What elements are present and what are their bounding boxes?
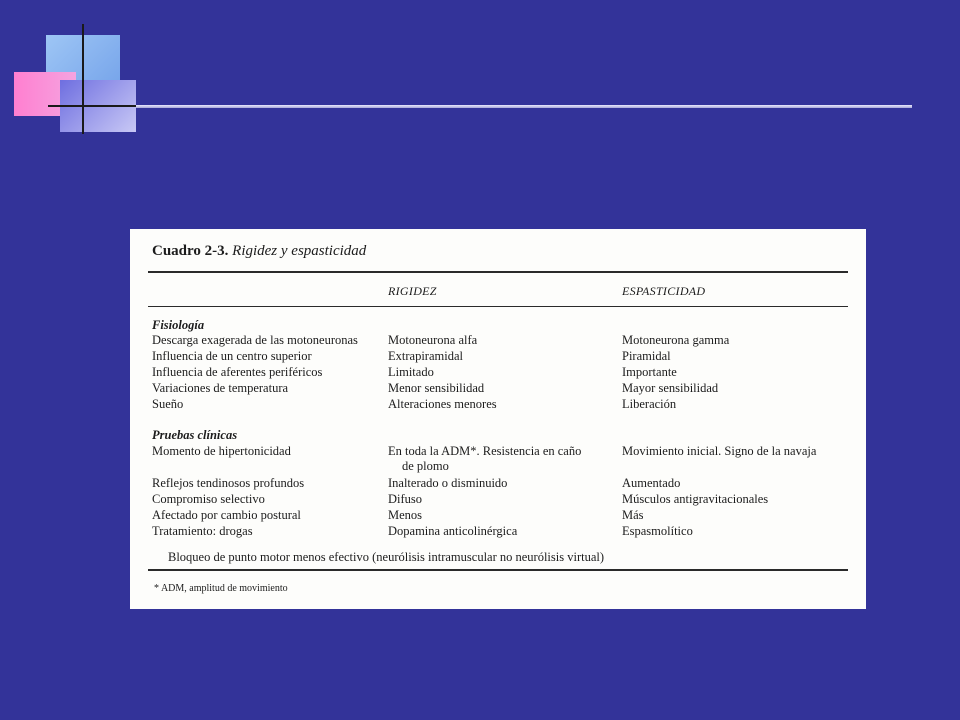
row-rigidez: Dopamina anticolinérgica: [388, 524, 518, 538]
column-header-rigidez: RIGIDEZ: [388, 284, 437, 298]
row-espasticidad: Más: [622, 508, 644, 522]
scanned-table: [130, 229, 866, 609]
table-row: [130, 397, 866, 413]
row-label: Influencia de aferentes periféricos: [152, 365, 323, 379]
row-rigidez: Inalterado o disminuido: [388, 476, 508, 490]
decorative-horizontal-line: [136, 105, 912, 108]
table-row: [130, 524, 866, 540]
row-label: Momento de hipertonicidad: [152, 444, 291, 458]
table-row: [130, 444, 866, 476]
row-rigidez: Extrapiramidal: [388, 349, 463, 363]
decorative-vertical-line: [82, 24, 84, 134]
table-bottom-rule: [148, 569, 848, 571]
section-fisiologia: Fisiología: [152, 318, 205, 332]
row-espasticidad: Piramidal: [622, 349, 671, 363]
row-label: Tratamiento: drogas: [152, 524, 253, 538]
row-rigidez: Limitado: [388, 365, 434, 379]
row-espasticidad: Motoneurona gamma: [622, 333, 730, 347]
row-rigidez-line1: En toda la ADM*. Resistencia en caño: [388, 444, 582, 458]
table-row: [130, 381, 866, 397]
row-rigidez: Difuso: [388, 492, 423, 506]
table-row: [130, 349, 866, 365]
table-footnote: * ADM, amplitud de movimiento: [154, 583, 288, 594]
table-title-prefix: Cuadro 2-3.: [152, 243, 229, 259]
table-header-rule: [148, 306, 848, 307]
row-rigidez: Menos: [388, 508, 423, 522]
table-row: [130, 365, 866, 381]
table-title-text: Rigidez y espasticidad: [232, 243, 367, 259]
column-header-espasticidad: ESPASTICIDAD: [622, 284, 706, 298]
row-espasticidad: Importante: [622, 365, 677, 379]
row-espasticidad: Liberación: [622, 397, 677, 411]
row-rigidez: [388, 444, 581, 474]
row-rigidez: Menor sensibilidad: [388, 381, 485, 395]
row-label: Sueño: [152, 397, 184, 411]
table-note: Bloqueo de punto motor menos efectivo (neurólisis intramuscular no neurólisis virtual): [168, 550, 605, 564]
section-pruebas-clinicas: Pruebas clínicas: [152, 428, 238, 442]
row-label: Afectado por cambio postural: [152, 508, 301, 522]
row-label: Variaciones de temperatura: [152, 381, 289, 395]
decorative-horizontal-line-dark: [48, 105, 138, 107]
table-row: [130, 333, 866, 349]
row-label: Descarga exagerada de las motoneuronas: [152, 333, 358, 347]
table-row: [130, 508, 866, 524]
table-title: [152, 243, 366, 260]
row-espasticidad: Mayor sensibilidad: [622, 381, 719, 395]
row-rigidez-line2: de plomo: [402, 459, 449, 473]
row-espasticidad: Movimiento inicial. Signo de la navaja: [622, 444, 817, 458]
row-espasticidad: Aumentado: [622, 476, 681, 490]
row-espasticidad: Músculos antigravitacionales: [622, 492, 769, 506]
row-label: Compromiso selectivo: [152, 492, 265, 506]
row-rigidez: Alteraciones menores: [388, 397, 497, 411]
table-top-rule: [148, 271, 848, 273]
row-label: Influencia de un centro superior: [152, 349, 312, 363]
row-espasticidad: Espasmolítico: [622, 524, 693, 538]
table-row: [130, 476, 866, 492]
row-rigidez: Motoneurona alfa: [388, 333, 478, 347]
row-label: Reflejos tendinosos profundos: [152, 476, 305, 490]
table-row: [130, 492, 866, 508]
